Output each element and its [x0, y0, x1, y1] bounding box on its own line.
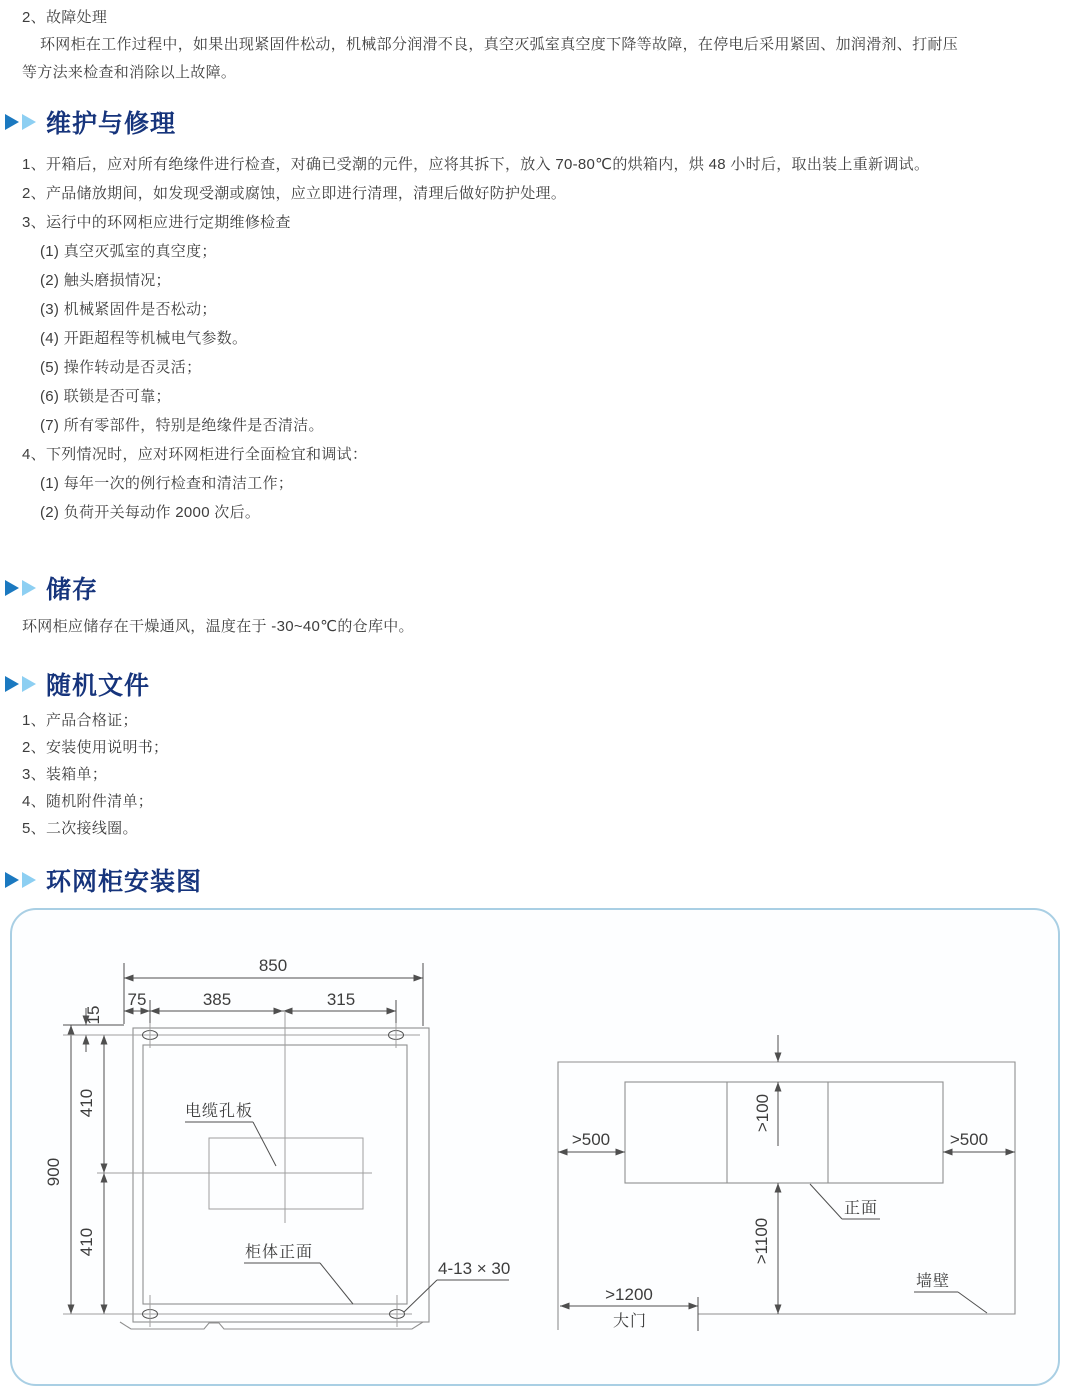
dim-label-75: 75: [127, 990, 147, 1009]
section-title-installation: 环网柜安装图: [46, 868, 203, 896]
list-item: 1、开箱后，应对所有绝缘件进行检查，对确已受潮的元件，应将其拆下，放入 70-80℃的烘箱内，烘 48 小时后，取出装上重新调试。: [22, 156, 930, 173]
list-item: (7) 所有零部件，特别是绝缘件是否清洁。: [40, 417, 324, 434]
list-item: (3) 机械紧固件是否松动；: [40, 301, 217, 318]
list-item: 4、随机附件清单；: [22, 793, 154, 810]
list-item: 3、运行中的环网柜应进行定期维修检查: [22, 214, 291, 231]
cabinet-row-outline: [625, 1082, 943, 1183]
cabinet-inner-outline: [143, 1045, 407, 1304]
dim-label-900: 900: [44, 1157, 63, 1187]
storage-body: 环网柜应储存在干燥通风，温度在于 -30~40℃的仓库中。: [22, 618, 414, 635]
leader-line: [810, 1184, 842, 1219]
intro-line: 等方法来检查和消除以上故障。: [22, 64, 237, 81]
cabinet-bottom-profile: [120, 1322, 423, 1329]
dim-label-385: 385: [202, 990, 232, 1009]
leader-line: [958, 1292, 987, 1313]
holes-label: 4-13 × 30: [438, 1259, 511, 1278]
list-item: 2、安装使用说明书；: [22, 739, 169, 756]
intro-line: 环网柜在工作过程中，如果出现紧固件松动，机械部分润滑不良，真空灭弧室真空度下降等故障，在停电后采用紧固、加润滑剂、打耐压: [40, 36, 959, 53]
wall-label: 墙壁: [916, 1273, 951, 1290]
dim-label-315: 315: [326, 990, 356, 1009]
room-clearance-plan: [558, 1035, 1015, 1331]
list-item: (2) 触头磨损情况；: [40, 272, 171, 289]
list-item: 1、产品合格证；: [22, 712, 138, 729]
section-title-documents: 随机文件: [46, 672, 151, 700]
list-item: (6) 联锁是否可靠；: [40, 388, 171, 405]
section-title-storage: 储存: [46, 576, 99, 604]
list-item: 5、二次接线圈。: [22, 820, 138, 837]
list-item: (2) 负荷开关每动作 2000 次后。: [40, 504, 261, 521]
front-label: 正面: [844, 1200, 879, 1217]
cable-plate-label: 电缆孔板: [185, 1103, 254, 1120]
list-item: (1) 真空灭弧室的真空度；: [40, 243, 217, 260]
dim-label-left-clearance: >500: [571, 1130, 611, 1149]
dim-label-front-clearance: >1100: [752, 1217, 771, 1265]
list-item: (4) 开距超程等机械电气参数。: [40, 330, 248, 347]
dim-label-410-bottom: 410: [77, 1227, 96, 1257]
cabinet-front-label: 柜体正面: [245, 1244, 314, 1261]
leader-line: [253, 1122, 276, 1166]
leader-line: [320, 1263, 353, 1304]
dim-label-410-top: 410: [77, 1088, 96, 1118]
list-item: 4、下列情况时，应对环网柜进行全面检宜和调试：: [22, 446, 368, 463]
dim-label-right-clearance: >500: [949, 1130, 989, 1149]
cabinet-base-plan: [44, 956, 510, 1329]
dim-label-top-clearance: >100: [753, 1093, 772, 1133]
dim-label-15: 15: [84, 1005, 103, 1025]
list-item: (5) 操作转动是否灵活；: [40, 359, 202, 376]
section-title-maintenance: 维护与修理: [46, 110, 177, 138]
cabinet-outer-outline: [133, 1028, 429, 1322]
list-item: 2、产品储放期间，如发现受潮或腐蚀，应立即进行清理，清理后做好防护处理。: [22, 185, 567, 202]
list-item: 3、装箱单；: [22, 766, 108, 783]
list-item: (1) 每年一次的例行检查和清洁工作；: [40, 475, 294, 492]
door-label: 大门: [612, 1313, 648, 1330]
leader-line: [404, 1280, 437, 1312]
dim-label-door-width: >1200: [605, 1285, 653, 1304]
intro-heading: 2、故障处理: [22, 9, 108, 26]
dim-label-850: 850: [258, 956, 288, 975]
